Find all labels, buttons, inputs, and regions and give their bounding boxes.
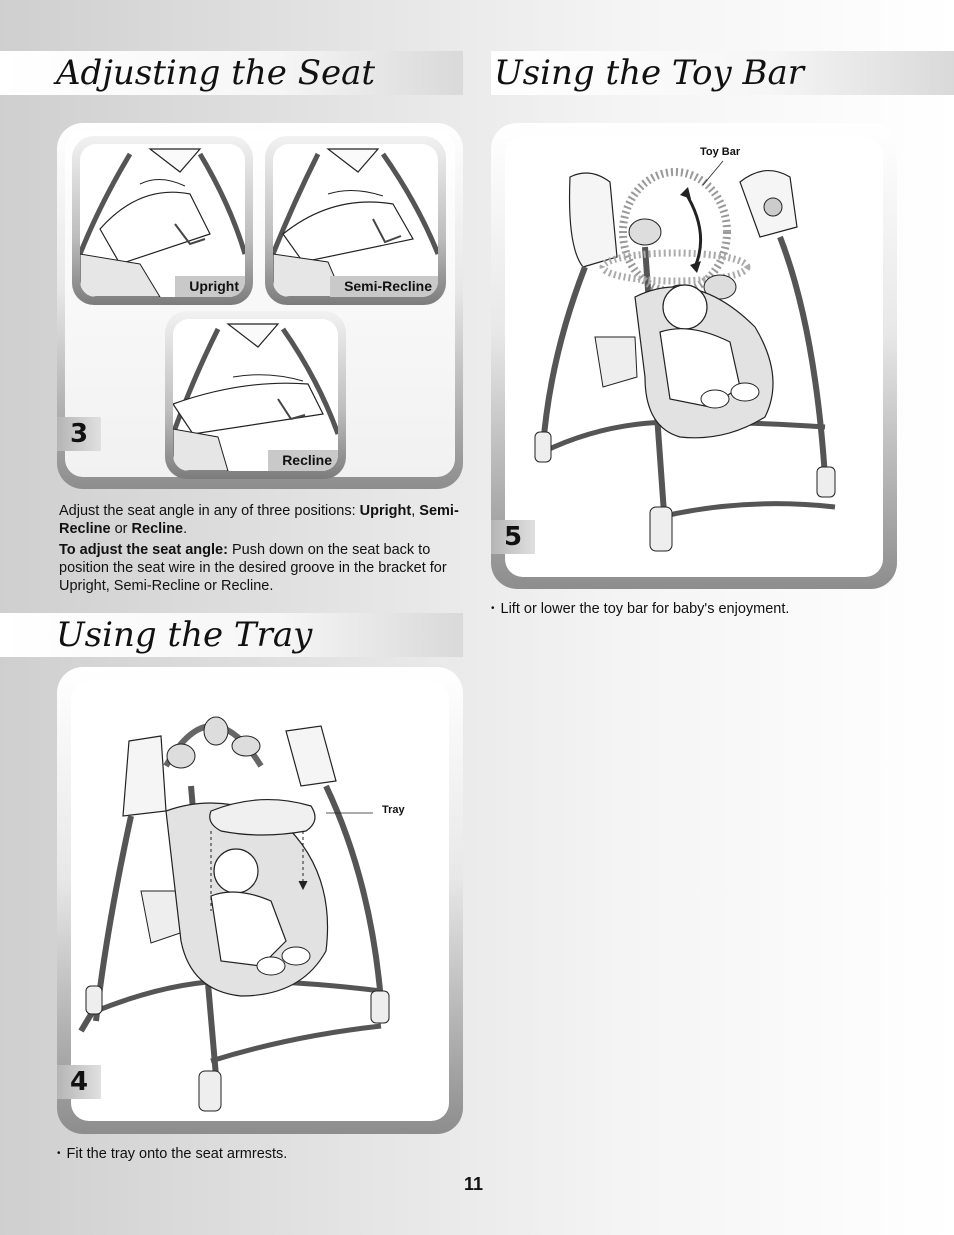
seat-upright-drawing	[80, 144, 245, 297]
page-number: 11	[464, 1174, 484, 1194]
text-comma: ,	[411, 503, 416, 519]
label-upright: Upright	[175, 276, 245, 297]
step-badge-5: 5	[491, 520, 535, 554]
callout-toy-bar: Toy Bar	[700, 146, 741, 158]
step-badge-4: 4	[57, 1065, 101, 1099]
text-period: .	[183, 521, 188, 537]
text-adjust-lead: To adjust the seat angle:	[59, 542, 228, 558]
text-upright: Upright	[359, 503, 412, 519]
frame-upright	[72, 136, 253, 305]
bullet-tray	[57, 1146, 287, 1162]
text-recline: Recline	[131, 521, 184, 537]
title-adjusting-seat: Adjusting the Seat	[56, 53, 376, 93]
illustration-semi-recline	[273, 144, 438, 297]
title-tray: Using the Tray	[56, 615, 313, 655]
illustration-recline	[173, 319, 338, 471]
frame-recline	[165, 311, 346, 479]
bullet-toy-bar-text: Lift or lower the toy bar for baby's enjoyment.	[500, 601, 790, 617]
callout-tray: Tray	[382, 804, 405, 816]
seat-instructions-p1	[59, 502, 459, 538]
bullet-dot-icon: •	[57, 1148, 61, 1159]
panel-tray-inner	[71, 681, 449, 1121]
panel-toy-bar-inner	[505, 137, 883, 577]
text-adjust-body: Push down on the seat back to position the seat wire in the desired groove in the bracket for Upright, Semi-Recline or Recline.	[59, 542, 447, 594]
step-badge-3: 3	[57, 417, 101, 451]
bullet-dot-icon: •	[491, 603, 495, 614]
label-recline: Recline	[268, 450, 338, 471]
title-toy-bar: Using the Toy Bar	[494, 53, 804, 93]
illustration-upright	[80, 144, 245, 297]
toy-bar-swing-drawing	[505, 137, 883, 577]
seat-instructions	[59, 502, 459, 595]
label-semi-recline: Semi-Recline	[330, 276, 438, 297]
panel-tray	[57, 667, 463, 1134]
panel-toy-bar	[491, 123, 897, 589]
seat-recline-drawing	[173, 319, 338, 471]
seat-semi-recline-drawing	[273, 144, 438, 297]
bullet-tray-text: Fit the tray onto the seat armrests.	[66, 1146, 288, 1162]
tray-swing-drawing	[71, 681, 449, 1121]
bullet-toy-bar	[491, 601, 789, 617]
frame-semi-recline	[265, 136, 446, 305]
panel-adjusting-seat	[57, 123, 463, 489]
text-intro: Adjust the seat angle in any of three positions:	[59, 503, 360, 519]
text-semi-recline: Semi-Recline	[59, 503, 459, 537]
seat-instructions-p2	[59, 541, 459, 595]
text-or: or	[110, 521, 132, 537]
